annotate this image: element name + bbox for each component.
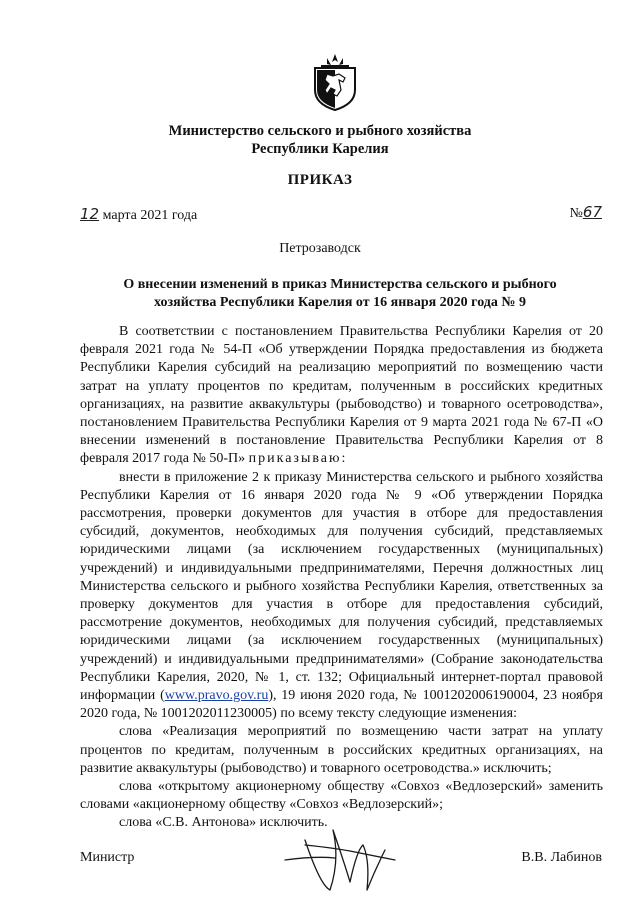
order-body [80, 323, 603, 833]
coat-of-arms-emblem [305, 50, 365, 112]
signatory-name: В.В. Лабинов [521, 850, 602, 865]
order-date [80, 205, 197, 224]
signatory-position: Министр [80, 850, 135, 865]
handwritten-signature [275, 790, 425, 895]
pravo-portal-link[interactable]: www.pravo.gov.ru [164, 688, 269, 704]
number-sign: № [569, 206, 583, 221]
order-number [570, 203, 602, 222]
ministry-name-line1: Министерство сельского и рыбного хозяйства [168, 123, 472, 139]
subject-line1: О внесении изменений в приказ Министерства сельского и рыбного [123, 277, 557, 292]
order-keyword: приказываю: [248, 451, 348, 467]
subject-line2: хозяйства Республики Карелия от 16 января 2020 года № 9 [154, 295, 526, 310]
change-paragraph-3: слова «С.В. Антонова» исключить. [119, 815, 328, 831]
order-subject [90, 276, 590, 312]
city-name: Петрозаводск [279, 241, 361, 256]
document-type-title: ПРИКАЗ [287, 172, 353, 188]
preamble-paragraph [80, 323, 603, 469]
amendment-text-after-link: ), 19 июня 2020 года, № 1001202006190004, 23 ноября 2020 года, № 1001202011230005) по всему тексту следующие изменения: [80, 688, 603, 722]
handwritten-day: 12 [80, 205, 100, 223]
amendment-paragraph [80, 469, 603, 724]
date-month-year: марта 2021 года [102, 208, 198, 223]
ministry-name-line2: Республики Карелия [251, 141, 389, 157]
handwritten-number: 67 [582, 203, 602, 221]
change-paragraph-2: слова «открытому акционерному обществу «Совхоз «Ведлозерский» заменить словами «акционерному обществу «Совхоз «Ведлозерский»; [80, 779, 603, 813]
preamble-text: В соответствии с постановлением Правительства Республики Карелия от 20 февраля 2021 года № 54-П «Об утверждении Порядка предоставления из бюджета Республики Карелия субсидий на реализацию мероприятий по возмещению части затрат на уплату процентов по кредитам, полученным в российских кредитных организациях, на развитие аквакультуры (рыбоводство) и товарного осетроводства», постановлением Правительства Республики Карелия от 9 марта 2021 года № 67-П «О внесении изменений в постановление Правительства Республики Карелия от 8 февраля 2017 года № 50-П» [80, 324, 603, 467]
change-paragraph-1: слова «Реализация мероприятий по возмещению части затрат на уплату процентов по кредитам, полученным в российских кредитных организациях, на развитие аквакультуры (рыбоводство) и товарного осетроводства.» исключить; [80, 724, 603, 776]
amendment-text-before-link: внести в приложение 2 к приказу Министерства сельского и рыбного хозяйства Республики Карелия от 16 января 2020 года № 9 «Об утверждении Порядка рассмотрения, проверки документов для участия в отборе для предоставления субсидий, документов, необходимых для получения субсидий, представляемых юридическими лицами (за исключением государственных (муниципальных) учреждений) и индивидуальными предпринимателями, Перечня должностных лиц Министерства сельского и рыбного хозяйства Республики Карелия, ответственных за проверку документов для участия в отборе для предоставления субсидий, рассмотрение документов, необходимых для получения субсидий, представляемых юридическими лицами (за исключением государственных (муниципальных) учреждений) и индивидуальными предпринимателями» (Собрание законодательства Республики Карелия, 2020, № 1, ст. 132; Официальный интернет-портал правовой информации ( [80, 469, 603, 704]
